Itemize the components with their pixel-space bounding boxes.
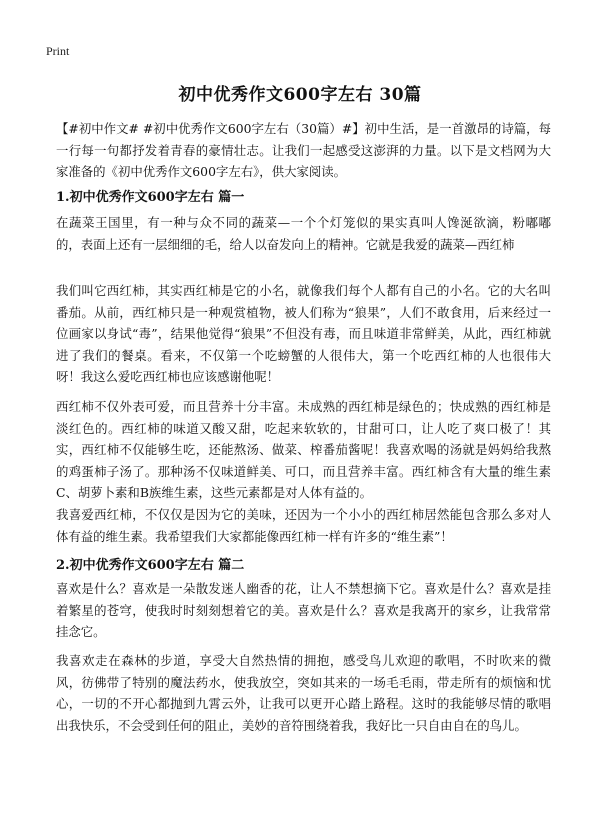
paragraph: 我喜欢走在森林的步道，享受大自然热情的拥抱，感受鸟儿欢迎的歌唱，不时吹来的微风，彷佛带了特别的魔法药水，使我放空，突如其来的一场毛毛雨，带走所有的烦恼和忧心，一切的不开心都抛到九霄云外，让我可以更开心踏上路程。这时的我能够尽情的歌唱出我快乐，不会受到任何的阻止，美妙的音符围绕着我，我好比一只自由自在的鸟儿。 [56,653,551,733]
paragraph: 在蔬菜王国里，有一种与众不同的蔬菜—一个个灯笼似的果实真叫人馋涎欲滴，粉嘟嘟的，表面上还有一层细细的毛，给人以奋发向上的精神。它就是我爱的蔬菜—西红柿 [56,215,551,252]
section-heading-1: 1.初中优秀作文600字左右 篇一 [56,190,245,205]
section-heading-2: 2.初中优秀作文600字左右 篇二 [56,558,245,573]
paragraph: 我喜爱西红柿，不仅仅是因为它的美味，还因为一个小小的西红柿居然能包含那么多对人体有益的维生素。我希望我们大家都能像西红柿一样有许多的“维生素”！ [56,507,551,544]
paragraph: 西红柿不仅外表可爱，而且营养十分丰富。未成熟的西红柿是绿色的；快成熟的西红柿是淡红色的。西红柿的味道又酸又甜，吃起来软软的，甘甜可口，让人吃了爽口极了！其实，西红柿不仅能够生吃，还能熬汤、做菜、榨番茄酱呢！我喜欢喝的汤就是妈妈给我熬的鸡蛋柿子汤了。那种汤不仅味道鲜美、可口，而且营养丰富。西红柿含有大量的维生素C、胡萝卜素和B族维生素，这些元素都是对人体有益的。 [56,399,551,500]
intro-paragraph: 【#初中作文# #初中优秀作文600字左右（30篇）#】初中生活，是一首激昂的诗篇，每一行每一句都抒发着青春的豪情壮志。让我们一起感受这澎湃的力量。以下是文档网为大家准备的《初中优秀作文600字左右》，供大家阅读。 [56,121,551,179]
document-title: 初中优秀作文600字左右 30篇 [178,85,422,105]
print-link[interactable]: Print [46,44,70,58]
paragraph: 我们叫它西红柿，其实西红柿是它的小名，就像我们每个人都有自己的小名。它的大名叫番茄。从前，西红柿只是一种观赏植物，被人们称为“狼果”，人们不敢食用，后来经过一位画家以身试“毒”，结果他觉得“狼果”不但没有毒，而且味道非常鲜美，从此，西红柿就进了我们的餐桌。看来，不仅第一个吃螃蟹的人很伟大，第一个吃西红柿的人也很伟大呀！我这么爱吃西红柿也应该感谢他呢！ [56,283,551,384]
paragraph: 喜欢是什么？喜欢是一朵散发迷人幽香的花，让人不禁想摘下它。喜欢是什么？喜欢是挂着繁星的苍穹，使我时时刻刻想着它的美。喜欢是什么？喜欢是我离开的家乡，让我常常挂念它。 [56,581,551,639]
